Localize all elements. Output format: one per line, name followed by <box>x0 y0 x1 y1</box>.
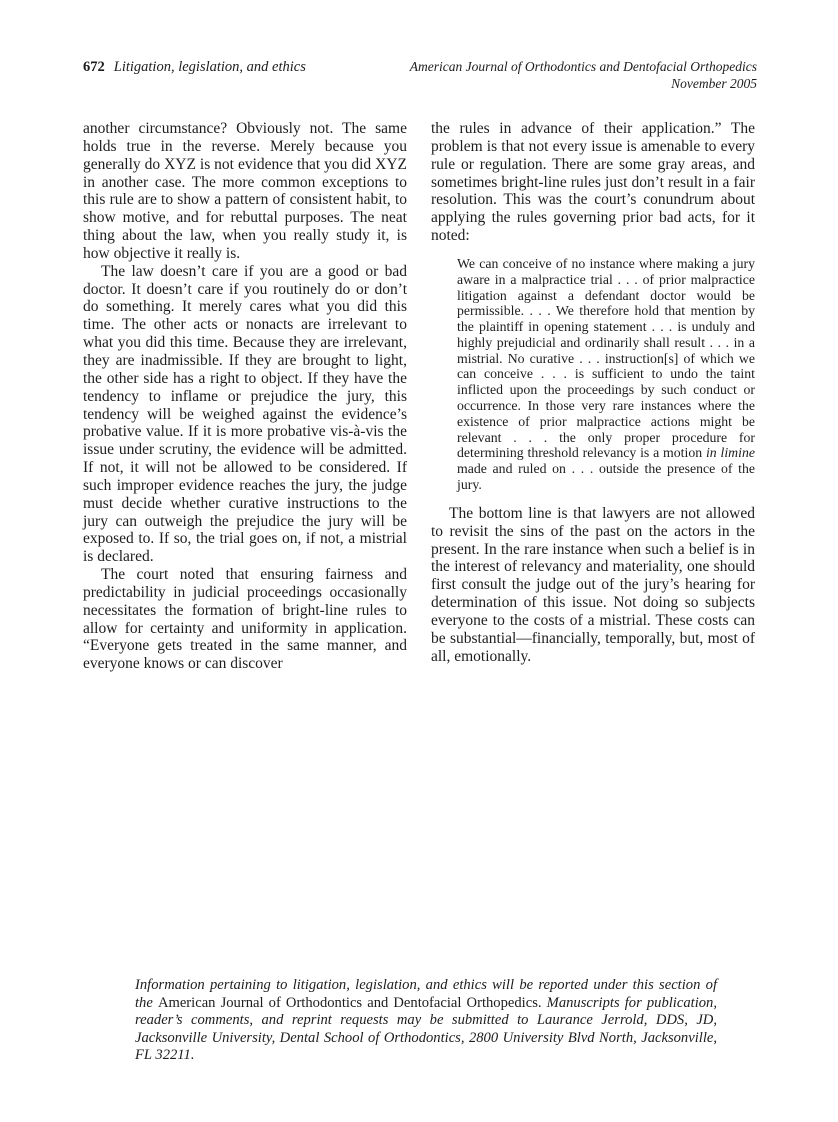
footnote-text: Manuscripts for publication, reader’s comments, and reprint requests may be submitted to Laurance Jerrold, DDS, JD, Jacksonville University, Dental School of Orthodontics, 2800 University Blvd North, Jacksonville, FL 32211. <box>135 994 717 1064</box>
journal-name: American Journal of Orthodontics and Dentofacial Orthopedics <box>409 59 757 74</box>
paragraph-continuation: another circumstance? Obviously not. The same holds true in the reverse. Merely because you generally do XYZ is not evidence that you did XYZ in another case. The more common exceptions to this rule are to show a pattern of consistent habit, to show motive, and for rebuttal purposes. The neat thing about the law, when you really study it, is how objective it really is. <box>83 120 407 262</box>
paragraph: The bottom line is that lawyers are not allowed to revisit the sins of the past on the actors in the present. In the rare instance when such a belief is in the interest of relevancy and materiality, one should first consult the judge out of the jury’s hearing for determination of this issue. Not doing so subjects everyone to the costs of a mistrial. These costs can be substantial—financially, temporally, but, most of all, emotionally. <box>431 504 755 665</box>
article-body <box>83 120 755 673</box>
quote-text: made and ruled on . . . outside the presence of the jury. <box>457 461 755 493</box>
footnote-text: Information pertaining to litigation, legislation, and ethics will be reported under this section of the <box>135 977 717 1011</box>
running-head-left <box>83 59 306 76</box>
running-head <box>83 59 757 92</box>
quote-text: We can conceive of no instance where making a jury aware in a malpractice trial . . . of prior malpractice litigation against a defendant doctor would be permissible. . . . We therefore hold that mention by the plaintiff in opening statement . . . is unduly and highly prejudicial and ordinarily shall result . . . in a mistrial. No curative . . . instruction[s] of which we can conceive . . . is sufficient to undo the taint inflicted upon the proceedings by such conduct or occurrence. In those very rare instances where the existence of prior malpractice actions might be relevant . . . the only proper procedure for determining threshold relevancy is a motion <box>457 255 755 461</box>
paragraph-continuation: the rules in advance of their application.” The problem is that not every issue is amenable to every rule or regulation. There are some gray areas, and sometimes bright-line rules just don’t result in a fair resolution. This was the court’s conundrum about applying the rules governing prior bad acts, for it noted: <box>431 120 755 245</box>
court-block-quote <box>457 256 755 493</box>
right-column <box>431 120 755 673</box>
paragraph: The law doesn’t care if you are a good or bad doctor. It doesn’t care if you routinely do or don’t do something. It merely cares what you did this time. The other acts or nonacts are irrelevant to what you did this time. Because they are irrelevant, they are inadmissible. If they are brought to light, the other side has a right to object. If they have the tendency to inflame or prejudice the jury, this tendency will be weighed against the evidence’s probative value. If it is more probative vis-à-vis the issue under scrutiny, the evidence will be admitted. If not, it will not be allowed to be considered. If such improper evidence reaches the jury, the judge must decide whether curative instructions to the jury can outweigh the prejudice the jury will be exposed to. If so, the trial goes on, if not, a mistrial is declared. <box>83 262 407 566</box>
section-footnote <box>135 977 717 1065</box>
left-column <box>83 120 407 673</box>
section-title: Litigation, legislation, and ethics <box>113 59 306 75</box>
running-head-right <box>410 59 757 92</box>
paragraph: The court noted that ensuring fairness and predictability in judicial proceedings occasionally necessitates the formation of bright-line rules to allow for certainty and uniformity in application. “Everyone gets treated in the same manner, and everyone knows or can discover <box>83 566 407 673</box>
issue-date: November 2005 <box>671 75 757 91</box>
page-number: 672 <box>83 59 105 75</box>
latin-term: in limine <box>705 445 756 461</box>
footnote-journal-name: American Journal of Orthodontics and Dentofacial Orthopedics. <box>157 994 547 1011</box>
